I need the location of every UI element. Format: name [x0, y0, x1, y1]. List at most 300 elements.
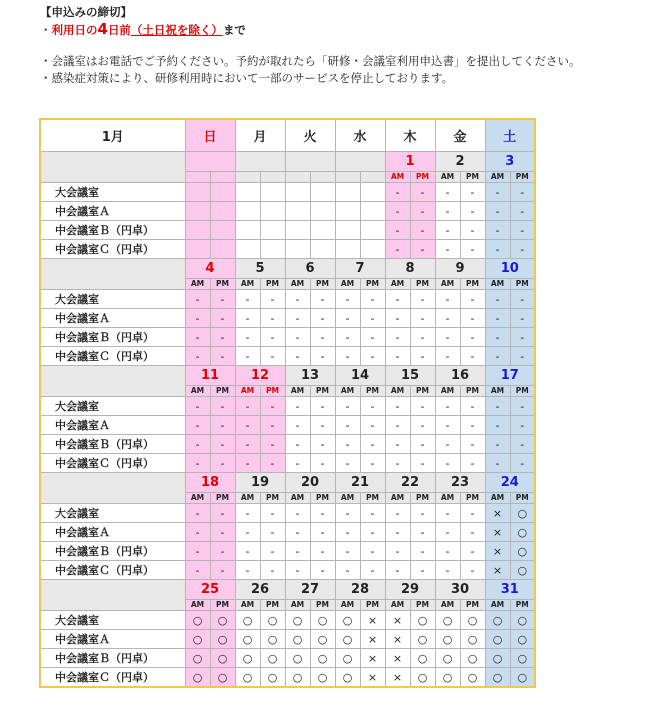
pm-label: PM	[210, 600, 235, 611]
availability-cell: -	[210, 416, 235, 435]
am-label: AM	[485, 493, 510, 504]
availability-cell: -	[485, 240, 510, 259]
note-infection: ・感染症対策により、研修利用時において一部のサービスを停止しております。	[40, 71, 454, 85]
room-label: 中会議室Ａ	[40, 523, 185, 542]
deadline-line	[40, 21, 581, 39]
am-label: AM	[435, 279, 460, 290]
availability-cell	[360, 240, 385, 259]
deadline-paren: （土日祝を除く）	[130, 23, 223, 37]
availability-cell: -	[285, 309, 310, 328]
availability-cell: ○	[410, 630, 435, 649]
availability-cell: ×	[485, 523, 510, 542]
week-label-cell	[40, 366, 185, 397]
availability-cell: -	[510, 183, 535, 202]
availability-cell: -	[235, 347, 260, 366]
am-label	[185, 172, 210, 183]
availability-cell: -	[385, 290, 410, 309]
availability-cell	[235, 183, 260, 202]
am-label: AM	[235, 600, 260, 611]
date-cell: 9	[435, 259, 485, 279]
date-cell: 17	[485, 366, 535, 386]
availability-cell: -	[285, 454, 310, 473]
availability-cell: ×	[360, 649, 385, 668]
availability-cell: -	[435, 240, 460, 259]
availability-cell: ○	[410, 611, 435, 630]
availability-cell: -	[460, 221, 485, 240]
pm-label: PM	[510, 600, 535, 611]
pm-label: PM	[510, 172, 535, 183]
availability-cell: -	[435, 328, 460, 347]
pm-label: PM	[410, 600, 435, 611]
availability-cell: ○	[185, 611, 210, 630]
pm-label: PM	[460, 600, 485, 611]
date-cell: 21	[335, 473, 385, 493]
availability-cell: -	[410, 454, 435, 473]
availability-cell: -	[385, 328, 410, 347]
availability-cell: -	[410, 240, 435, 259]
pm-label: PM	[260, 386, 285, 397]
am-label: AM	[335, 386, 360, 397]
availability-cell: -	[435, 183, 460, 202]
availability-cell: -	[485, 397, 510, 416]
availability-cell: ×	[385, 630, 410, 649]
availability-cell: ○	[235, 649, 260, 668]
pm-label: PM	[460, 493, 485, 504]
availability-cell: -	[385, 183, 410, 202]
date-cell: 2	[435, 152, 485, 172]
availability-cell: -	[185, 397, 210, 416]
availability-cell: ○	[210, 611, 235, 630]
availability-cell	[235, 202, 260, 221]
availability-cell: -	[410, 542, 435, 561]
availability-cell	[360, 183, 385, 202]
availability-cell: -	[310, 454, 335, 473]
availability-cell: ○	[210, 649, 235, 668]
availability-cell: -	[285, 347, 310, 366]
pm-label: PM	[210, 279, 235, 290]
deadline-tail: まで	[222, 23, 246, 37]
availability-cell: ○	[510, 611, 535, 630]
availability-cell: -	[460, 416, 485, 435]
availability-cell: -	[335, 523, 360, 542]
availability-cell: ×	[360, 630, 385, 649]
am-label: AM	[435, 172, 460, 183]
availability-cell: ○	[235, 630, 260, 649]
availability-cell	[360, 221, 385, 240]
room-label: 中会議室Ｃ（円卓）	[40, 347, 185, 366]
availability-cell: -	[335, 504, 360, 523]
availability-cell: -	[410, 416, 435, 435]
availability-cell	[285, 221, 310, 240]
availability-cell: -	[460, 435, 485, 454]
availability-cell: -	[210, 290, 235, 309]
pm-label: PM	[460, 172, 485, 183]
availability-cell: ○	[485, 668, 510, 688]
availability-cell: ×	[360, 668, 385, 688]
pm-label: PM	[260, 493, 285, 504]
availability-cell: -	[485, 309, 510, 328]
room-label: 中会議室Ｃ（円卓）	[40, 240, 185, 259]
availability-cell: -	[385, 397, 410, 416]
availability-cell: -	[310, 328, 335, 347]
am-label: AM	[385, 600, 410, 611]
availability-cell	[210, 183, 235, 202]
availability-cell: -	[510, 290, 535, 309]
pm-label: PM	[510, 493, 535, 504]
room-label: 中会議室Ｂ（円卓）	[40, 221, 185, 240]
week-label-cell	[40, 473, 185, 504]
availability-cell: ○	[210, 630, 235, 649]
availability-cell: ○	[485, 649, 510, 668]
availability-cell: -	[210, 309, 235, 328]
availability-cell: -	[260, 416, 285, 435]
am-label: AM	[435, 386, 460, 397]
availability-cell: -	[235, 328, 260, 347]
am-label: AM	[485, 600, 510, 611]
room-label: 中会議室Ａ	[40, 416, 185, 435]
availability-cell: -	[335, 454, 360, 473]
notes-section	[40, 4, 581, 87]
date-cell: 12	[235, 366, 285, 386]
availability-cell: -	[435, 221, 460, 240]
availability-cell: -	[335, 542, 360, 561]
pm-label: PM	[510, 279, 535, 290]
availability-cell	[335, 240, 360, 259]
availability-cell: ○	[410, 649, 435, 668]
availability-cell: ○	[310, 649, 335, 668]
availability-cell: -	[235, 561, 260, 580]
availability-cell: -	[485, 435, 510, 454]
availability-cell: -	[360, 347, 385, 366]
availability-cell: -	[460, 347, 485, 366]
month-label: 1月	[40, 119, 185, 152]
availability-cell: ○	[235, 611, 260, 630]
deadline-part1: 利用日の	[51, 23, 98, 37]
availability-cell	[210, 240, 235, 259]
availability-cell	[235, 240, 260, 259]
availability-cell: -	[235, 504, 260, 523]
availability-cell	[360, 202, 385, 221]
availability-cell: -	[260, 504, 285, 523]
availability-cell: -	[360, 416, 385, 435]
availability-cell	[260, 183, 285, 202]
availability-cell: -	[210, 454, 235, 473]
pm-label: PM	[460, 386, 485, 397]
pm-label: PM	[410, 279, 435, 290]
am-label: AM	[285, 386, 310, 397]
availability-cell	[185, 183, 210, 202]
availability-cell: ○	[185, 630, 210, 649]
pm-label: PM	[410, 172, 435, 183]
date-cell	[335, 152, 385, 172]
availability-cell: -	[310, 397, 335, 416]
pm-label: PM	[360, 493, 385, 504]
availability-cell: ×	[385, 668, 410, 688]
availability-cell: ○	[485, 630, 510, 649]
availability-cell: -	[260, 328, 285, 347]
availability-cell: -	[185, 435, 210, 454]
pm-label	[360, 172, 385, 183]
availability-cell: -	[385, 221, 410, 240]
availability-cell: -	[285, 290, 310, 309]
availability-cell: ○	[510, 504, 535, 523]
availability-cell: -	[185, 523, 210, 542]
availability-cell: -	[360, 561, 385, 580]
availability-cell: ○	[285, 668, 310, 688]
availability-cell: -	[360, 397, 385, 416]
availability-cell	[260, 240, 285, 259]
availability-cell: ○	[185, 649, 210, 668]
availability-cell	[210, 202, 235, 221]
am-label: AM	[485, 386, 510, 397]
availability-cell: -	[510, 435, 535, 454]
availability-cell: -	[385, 435, 410, 454]
availability-cell: -	[285, 328, 310, 347]
deadline-part2: 日前	[107, 23, 131, 37]
availability-cell: ○	[310, 668, 335, 688]
availability-cell: -	[185, 309, 210, 328]
availability-cell: -	[310, 347, 335, 366]
availability-cell: -	[385, 523, 410, 542]
availability-cell	[260, 202, 285, 221]
availability-cell: -	[510, 328, 535, 347]
am-label: AM	[235, 493, 260, 504]
availability-cell: -	[435, 435, 460, 454]
room-label: 大会議室	[40, 290, 185, 309]
availability-cell: -	[460, 561, 485, 580]
availability-cell: ○	[435, 649, 460, 668]
am-label: AM	[285, 493, 310, 504]
availability-cell	[185, 202, 210, 221]
am-label	[235, 172, 260, 183]
availability-cell: ○	[235, 668, 260, 688]
availability-cell: -	[385, 504, 410, 523]
availability-cell: ×	[385, 611, 410, 630]
availability-cell: -	[385, 202, 410, 221]
availability-cell: -	[185, 347, 210, 366]
availability-cell: -	[210, 542, 235, 561]
availability-cell: ○	[335, 630, 360, 649]
pm-label: PM	[260, 279, 285, 290]
weekday-header: 土	[485, 119, 535, 152]
availability-cell: -	[185, 416, 210, 435]
availability-cell: -	[210, 397, 235, 416]
availability-cell: -	[410, 202, 435, 221]
availability-cell: -	[435, 561, 460, 580]
availability-cell: -	[260, 435, 285, 454]
availability-cell: ×	[485, 542, 510, 561]
availability-cell: ○	[510, 668, 535, 688]
am-label: AM	[235, 386, 260, 397]
availability-cell: -	[310, 542, 335, 561]
availability-cell	[335, 221, 360, 240]
date-cell: 15	[385, 366, 435, 386]
date-cell: 24	[485, 473, 535, 493]
availability-cell: -	[510, 240, 535, 259]
availability-cell: -	[385, 309, 410, 328]
pm-label: PM	[360, 279, 385, 290]
availability-cell: ○	[435, 668, 460, 688]
availability-cell: -	[385, 454, 410, 473]
am-label: AM	[385, 386, 410, 397]
date-cell: 28	[335, 580, 385, 600]
availability-cell: -	[235, 454, 260, 473]
availability-cell: -	[460, 240, 485, 259]
room-label: 中会議室Ａ	[40, 202, 185, 221]
deadline-bullet: ・	[40, 23, 52, 37]
date-cell: 6	[285, 259, 335, 279]
note-reservation: ・会議室はお電話でご予約ください。予約が取れたら「研修・会議室利用申込書」を提出してください。	[40, 54, 581, 68]
availability-cell	[310, 202, 335, 221]
date-cell: 20	[285, 473, 335, 493]
room-label: 中会議室Ｂ（円卓）	[40, 328, 185, 347]
date-cell	[235, 152, 285, 172]
availability-cell: -	[485, 347, 510, 366]
am-label: AM	[185, 279, 210, 290]
availability-cell: -	[310, 435, 335, 454]
availability-cell: -	[335, 561, 360, 580]
availability-cell: -	[260, 290, 285, 309]
availability-cell: -	[435, 397, 460, 416]
date-cell: 22	[385, 473, 435, 493]
availability-cell: -	[435, 504, 460, 523]
availability-cell: -	[485, 454, 510, 473]
availability-cell: -	[385, 416, 410, 435]
availability-cell: -	[460, 290, 485, 309]
availability-cell: -	[235, 523, 260, 542]
availability-cell: -	[460, 542, 485, 561]
date-cell	[285, 152, 335, 172]
availability-cell: ○	[285, 649, 310, 668]
availability-cell: -	[410, 328, 435, 347]
availability-cell: ○	[435, 611, 460, 630]
am-label: AM	[385, 172, 410, 183]
availability-cell: -	[235, 542, 260, 561]
weekday-header: 日	[185, 119, 235, 152]
availability-cell: -	[185, 504, 210, 523]
am-label: AM	[185, 493, 210, 504]
availability-cell: ×	[485, 561, 510, 580]
pm-label: PM	[210, 493, 235, 504]
availability-cell: -	[310, 504, 335, 523]
am-label: AM	[335, 279, 360, 290]
availability-cell: -	[235, 416, 260, 435]
date-cell: 13	[285, 366, 335, 386]
availability-cell: -	[510, 397, 535, 416]
availability-cell	[235, 221, 260, 240]
availability-cell: ×	[360, 611, 385, 630]
availability-cell: ○	[460, 611, 485, 630]
am-label	[285, 172, 310, 183]
availability-cell: -	[360, 309, 385, 328]
am-label: AM	[435, 493, 460, 504]
pm-label: PM	[410, 493, 435, 504]
availability-cell: -	[260, 454, 285, 473]
availability-cell: -	[435, 309, 460, 328]
availability-cell: -	[310, 561, 335, 580]
date-cell: 3	[485, 152, 535, 172]
date-cell: 29	[385, 580, 435, 600]
pm-label: PM	[310, 386, 335, 397]
availability-cell: -	[410, 183, 435, 202]
am-label: AM	[285, 279, 310, 290]
availability-cell: ○	[485, 611, 510, 630]
room-label: 中会議室Ａ	[40, 630, 185, 649]
availability-cell: ×	[385, 649, 410, 668]
availability-cell: ○	[285, 611, 310, 630]
availability-cell: -	[385, 542, 410, 561]
availability-cell: -	[460, 309, 485, 328]
date-cell: 5	[235, 259, 285, 279]
availability-cell: -	[435, 290, 460, 309]
availability-cell: ○	[510, 630, 535, 649]
room-label: 大会議室	[40, 397, 185, 416]
availability-cell: ○	[260, 630, 285, 649]
availability-cell: -	[485, 328, 510, 347]
am-label	[335, 172, 360, 183]
availability-cell: -	[285, 416, 310, 435]
availability-cell: -	[360, 523, 385, 542]
availability-cell: -	[335, 290, 360, 309]
availability-cell: -	[235, 309, 260, 328]
pm-label: PM	[510, 386, 535, 397]
room-label: 中会議室Ｂ（円卓）	[40, 435, 185, 454]
weekday-header: 月	[235, 119, 285, 152]
pm-label: PM	[310, 279, 335, 290]
availability-cell: -	[435, 542, 460, 561]
week-label-cell	[40, 259, 185, 290]
availability-cell: -	[510, 202, 535, 221]
availability-cell: ○	[285, 630, 310, 649]
availability-cell: ○	[335, 668, 360, 688]
room-label: 大会議室	[40, 611, 185, 630]
availability-cell: -	[210, 435, 235, 454]
availability-cell: -	[510, 454, 535, 473]
am-label: AM	[185, 386, 210, 397]
availability-cell: -	[235, 397, 260, 416]
availability-cell: -	[185, 328, 210, 347]
date-cell: 14	[335, 366, 385, 386]
availability-cell: -	[460, 328, 485, 347]
availability-cell	[185, 221, 210, 240]
availability-cell	[335, 183, 360, 202]
availability-cell: -	[360, 504, 385, 523]
availability-cell: -	[460, 397, 485, 416]
availability-cell: ○	[335, 611, 360, 630]
room-label: 大会議室	[40, 183, 185, 202]
availability-cell: -	[260, 397, 285, 416]
availability-cell: -	[285, 561, 310, 580]
availability-cell: ○	[185, 668, 210, 688]
pm-label: PM	[460, 279, 485, 290]
date-cell: 16	[435, 366, 485, 386]
week-label-cell	[40, 152, 185, 183]
date-cell	[185, 152, 235, 172]
availability-cell: -	[435, 523, 460, 542]
pm-label: PM	[210, 386, 235, 397]
availability-cell: -	[460, 504, 485, 523]
date-cell: 7	[335, 259, 385, 279]
availability-cell: -	[285, 435, 310, 454]
availability-cell: ○	[335, 649, 360, 668]
pm-label: PM	[310, 493, 335, 504]
availability-cell: ○	[260, 668, 285, 688]
am-label: AM	[235, 279, 260, 290]
pm-label	[210, 172, 235, 183]
am-label: AM	[485, 279, 510, 290]
availability-cell: -	[260, 561, 285, 580]
availability-cell: ○	[460, 630, 485, 649]
